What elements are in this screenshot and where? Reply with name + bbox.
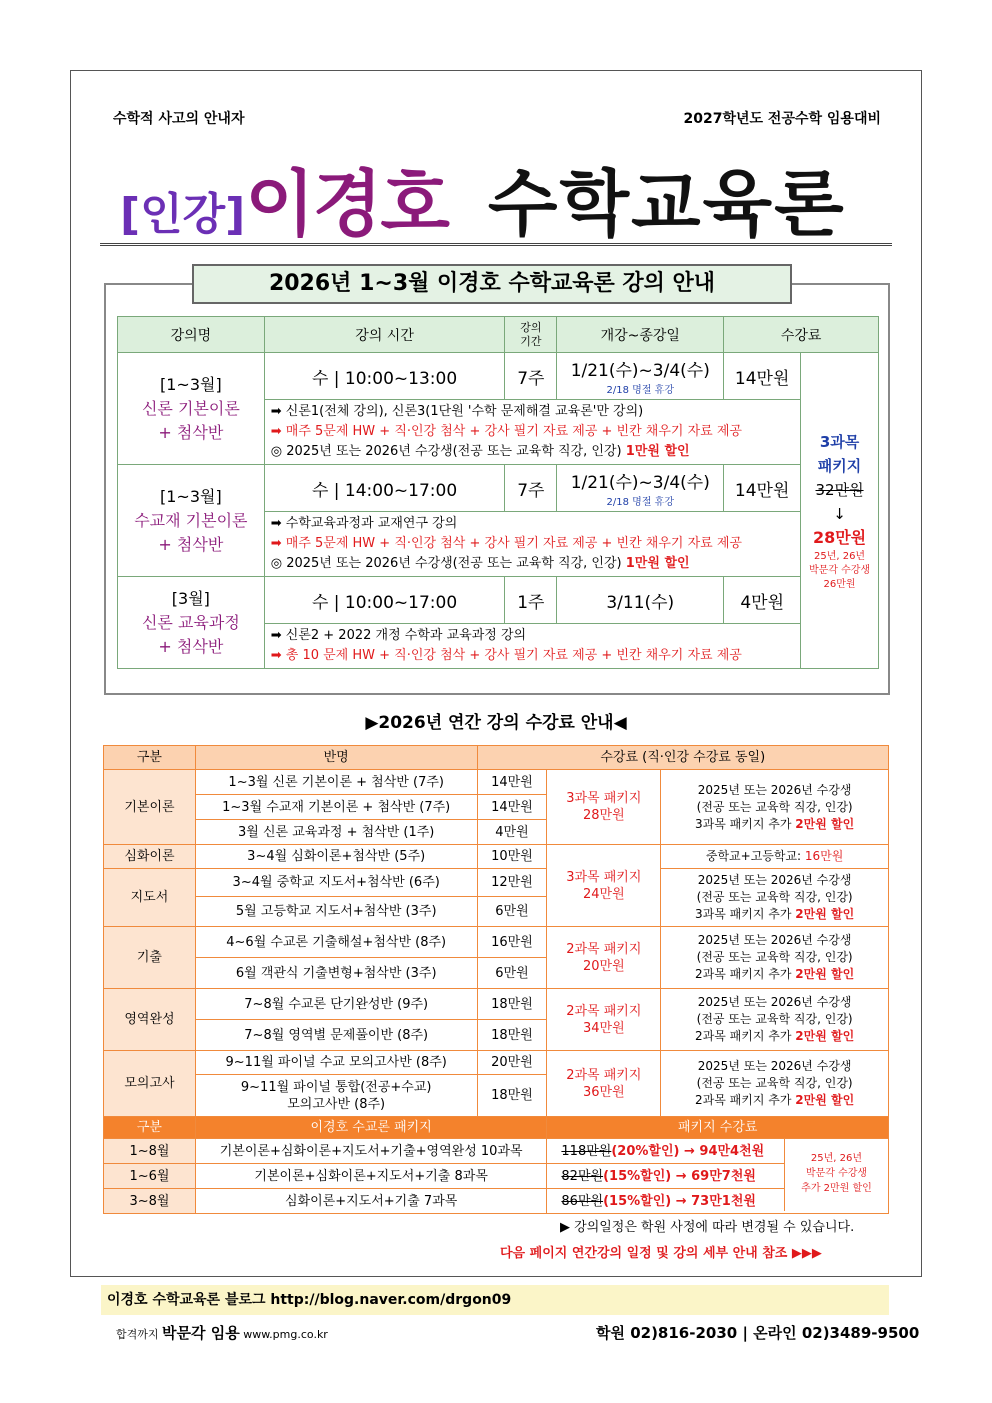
- package-content: 기본이론+심화이론+지도서+기출+영역완성 10과목: [195, 1139, 547, 1164]
- class-name: 9~11월 파이널 수교 모의고사반 (8주): [195, 1051, 477, 1075]
- class-fee: 6만원: [477, 958, 547, 989]
- fee-col-name: 반명: [195, 746, 477, 770]
- table-row: [104, 770, 889, 795]
- next-page-note: 다음 페이지 연간강의 일정 및 강의 세부 안내 참조 ▶▶▶: [500, 1246, 822, 1261]
- title-tag: [인강]: [120, 189, 246, 240]
- class-fee: 6만원: [477, 897, 547, 927]
- package-old-price: 86만원: [561, 1193, 604, 1209]
- title-banner: [100, 142, 892, 246]
- package-price: 24만원: [582, 886, 625, 902]
- package-discount-price: (15%할인) → 69만7천원: [603, 1168, 756, 1184]
- package-label: 2과목 패키지: [566, 1067, 642, 1083]
- header-exam-year: 2027학년도 전공수학 임용대비: [683, 111, 881, 127]
- note-line: [661, 1028, 888, 1045]
- package-cell: [547, 1051, 661, 1117]
- class-name: 7~8월 영역별 문제풀이반 (8주): [195, 1020, 477, 1051]
- class-name: 5월 고등학교 지도서+첨삭반 (3주): [195, 897, 477, 927]
- course-row: [118, 577, 879, 624]
- header-slogan: 수학적 사고의 안내자: [113, 111, 245, 127]
- course-suffix: + 첨삭반: [158, 422, 224, 442]
- course-period: [3월]: [171, 588, 210, 608]
- note-text: 3과목 패키지 추가: [695, 907, 796, 921]
- category-cell: 지도서: [104, 869, 196, 927]
- package-cell: [547, 845, 661, 927]
- package-extra-note: [784, 1139, 888, 1211]
- course-suffix: + 첨삭반: [158, 534, 224, 554]
- fee-col-category: 구분: [104, 746, 196, 770]
- course-name-cell: [118, 577, 265, 669]
- class-fee: 14만원: [477, 770, 547, 795]
- discount-note: [661, 1051, 889, 1117]
- note-line: (전공 또는 교육학 직강, 인강): [696, 890, 853, 904]
- course-duration: 1주: [505, 577, 557, 624]
- note-line: (전공 또는 교육학 직강, 인강): [696, 950, 853, 964]
- course-time: 수 | 14:00~17:00: [264, 465, 505, 512]
- class-name: 3월 신론 교육과정 + 첨삭반 (1주): [195, 820, 477, 845]
- logo-url: www.pmg.co.kr: [243, 1328, 328, 1341]
- course-row: [118, 353, 879, 400]
- package-content: 기본이론+심화이론+지도서+기출 8과목: [195, 1164, 547, 1189]
- class-fee: 14만원: [477, 795, 547, 820]
- holiday-note: 2/18 명절 휴강: [606, 385, 674, 396]
- desc-line: ➡ 매주 5문제 HW + 직·인강 첨삭 + 강사 필기 자료 제공 + 빈칸 채우기 자료 제공: [270, 424, 742, 439]
- pkg-col-fee: 패키지 수강료: [547, 1117, 889, 1139]
- note-line: [661, 1092, 888, 1109]
- course-desc: [264, 400, 800, 465]
- note-text: 2과목 패키지 추가: [695, 967, 796, 981]
- desc-line: ➡ 매주 5문제 HW + 직·인강 첨삭 + 강사 필기 자료 제공 + 빈칸 채우기 자료 제공: [270, 536, 742, 551]
- fee-header-row: [104, 746, 889, 770]
- table-header-row: [118, 317, 879, 353]
- class-fee: 10만원: [477, 845, 547, 869]
- pkg-col-category: 구분: [104, 1117, 196, 1139]
- course-desc: [264, 624, 800, 669]
- package-new-price: 28만원: [812, 527, 867, 547]
- package-old-price: 82만원: [561, 1168, 604, 1184]
- package-note1: 25년, 26년: [813, 550, 866, 562]
- class-fee: 12만원: [477, 869, 547, 897]
- package-note2: 박문각 수강생: [808, 564, 871, 576]
- package-discount-price: (15%할인) → 73만1천원: [603, 1193, 756, 1209]
- contact-phone: 학원 02)816-2030 | 온라인 02)3489-9500: [596, 1324, 920, 1342]
- desc-discount-amount: 1만원 할인: [625, 556, 690, 571]
- note-text: 2과목 패키지 추가: [695, 1029, 796, 1043]
- table-row: [104, 869, 889, 897]
- course-dates: 3/11(수): [557, 577, 724, 624]
- package-period: 1~8월: [104, 1139, 196, 1164]
- desc-discount-text: ◎ 2025년 또는 2026년 수강생(전공 또는 교육학 직강, 인강): [270, 444, 626, 459]
- note-line: 2025년 또는 2026년 수강생: [697, 873, 852, 887]
- discount-note: [661, 869, 889, 927]
- package-row: [104, 1139, 889, 1164]
- course-title: 신론 기본이론: [141, 398, 240, 418]
- col-duration: 강의 기간: [505, 317, 557, 353]
- package-cell: [547, 770, 661, 845]
- course-fee: 14만원: [724, 353, 801, 400]
- note-text: 3과목 패키지 추가: [695, 816, 796, 831]
- pkg-col-content: 이경호 수교론 패키지: [195, 1117, 547, 1139]
- note-discount: 2만원 할인: [795, 1093, 855, 1107]
- section1-title: 2026년 1~3월 이경호 수학교육론 강의 안내: [192, 264, 792, 304]
- note-text: 중학교+고등학교:: [705, 849, 805, 863]
- course-name-cell: [118, 465, 265, 577]
- note-line: 2025년 또는 2026년 수강생: [697, 933, 852, 947]
- package-period: 1~6월: [104, 1164, 196, 1189]
- category-cell: 기출: [104, 927, 196, 989]
- note-line: 추가 2만원 할인: [801, 1183, 872, 1194]
- package-old-price: 118만원: [561, 1143, 612, 1159]
- course-period: [1~3월]: [160, 374, 222, 394]
- course-duration: 7주: [505, 353, 557, 400]
- note-line: [661, 816, 888, 833]
- class-fee: 18만원: [477, 1075, 547, 1117]
- col-course-name: 강의명: [118, 317, 265, 353]
- course-schedule-table: [117, 316, 879, 669]
- course-fee: 4만원: [724, 577, 801, 624]
- title-subject: 수학교육론: [487, 162, 846, 246]
- desc-discount-text: ◎ 2025년 또는 2026년 수강생(전공 또는 교육학 직강, 인강): [270, 556, 626, 571]
- class-fee: 18만원: [477, 1020, 547, 1051]
- desc-line: ➡ 신론1(전체 강의), 신론3(1단원 '수학 문제해결 교육론'만 강의): [270, 404, 644, 419]
- package-discount-price: (20%할인) → 94만4천원: [611, 1143, 765, 1159]
- class-name: 6월 객관식 기출변형+첨삭반 (3주): [195, 958, 477, 989]
- col-fee: 수강료: [724, 317, 879, 353]
- discount-note: [661, 770, 889, 845]
- course-time: 수 | 10:00~17:00: [264, 577, 505, 624]
- down-arrow-icon: ↓: [833, 504, 846, 523]
- package-price: 36만원: [582, 1084, 625, 1100]
- note-line: [661, 906, 888, 923]
- package-row: [104, 1164, 889, 1189]
- class-name: 9~11월 파이널 통합(전공+수교) 모의고사반 (8주): [195, 1075, 477, 1117]
- class-name: 4~6월 수교론 기출해설+첨삭반 (8주): [195, 927, 477, 958]
- class-name: 1~3월 신론 기본이론 + 첨삭반 (7주): [195, 770, 477, 795]
- note-line: (전공 또는 교육학 직강, 인강): [696, 1012, 853, 1026]
- package-label: 3과목 패키지: [566, 869, 642, 885]
- desc-line: [271, 442, 794, 462]
- package-price: 28만원: [582, 808, 625, 823]
- fee-col-fee: 수강료 (직·인강 수강료 동일): [477, 746, 889, 770]
- course-suffix: + 첨삭반: [158, 636, 224, 656]
- course-title: 신론 교육과정: [141, 612, 240, 632]
- discount-note: [661, 927, 889, 989]
- class-fee: 16만원: [477, 927, 547, 958]
- table-row: [104, 927, 889, 958]
- holiday-note: 2/18 명절 휴강: [606, 497, 674, 508]
- class-name: 3~4월 심화이론+첨삭반 (5주): [195, 845, 477, 869]
- note-line: 2025년 또는 2026년 수강생: [697, 995, 852, 1009]
- note-line: 2025년 또는 2026년 수강생: [697, 1059, 852, 1073]
- table-row: [104, 989, 889, 1020]
- dates-text: 1/21(수)~3/4(수): [570, 361, 710, 381]
- discount-note: [661, 989, 889, 1051]
- class-name: 3~4월 중학교 지도서+첨삭반 (6주): [195, 869, 477, 897]
- class-fee: 18만원: [477, 989, 547, 1020]
- class-fee: 20만원: [477, 1051, 547, 1075]
- category-cell: 기본이론: [104, 770, 196, 845]
- note-discount: 2만원 할인: [795, 907, 855, 921]
- note-line: (전공 또는 교육학 직강, 인강): [696, 1076, 853, 1090]
- package-old-price: 32만원: [815, 480, 864, 499]
- category-cell: 모의고사: [104, 1051, 196, 1117]
- logo-prefix: 합격까지: [116, 1328, 159, 1341]
- package-row: [104, 1189, 889, 1214]
- class-name: 1~3월 수교재 기본이론 + 첨삭반 (7주): [195, 795, 477, 820]
- col-dates: 개강~종강일: [557, 317, 724, 353]
- note-text: 2과목 패키지 추가: [695, 1093, 796, 1107]
- col-time: 강의 시간: [264, 317, 505, 353]
- logo-brand: 박문각 임용: [162, 1324, 240, 1342]
- package-label: 2과목 패키지: [566, 941, 642, 957]
- course-desc: [264, 512, 800, 577]
- schedule-notice: ▶ 강의일정은 학원 사정에 따라 변경될 수 있습니다.: [560, 1220, 855, 1235]
- category-cell: 심화이론: [104, 845, 196, 869]
- class-name: 7~8월 수교론 단기완성반 (9주): [195, 989, 477, 1020]
- package-line1: 3과목: [819, 432, 860, 451]
- package-content: 심화이론+지도서+기출 7과목: [195, 1189, 547, 1214]
- course-dates: [557, 353, 724, 400]
- course-fee: 14만원: [724, 465, 801, 512]
- desc-line: ➡ 수학교육과정과 교재연구 강의: [270, 516, 458, 531]
- page-header: [113, 108, 881, 128]
- blog-link[interactable]: 이경호 수학교육론 블로그 http://blog.naver.com/drgon09: [101, 1285, 889, 1315]
- note-line: 25년, 26년: [810, 1153, 863, 1164]
- desc-line: [271, 554, 794, 574]
- table-row: [104, 1051, 889, 1075]
- package-header-row: [104, 1117, 889, 1139]
- package-note3: 26만원: [823, 578, 856, 590]
- annual-fee-table: [103, 745, 889, 1214]
- course-row: [118, 465, 879, 512]
- package-cell: [547, 989, 661, 1051]
- discount-note: [661, 845, 889, 869]
- table-row: [104, 845, 889, 869]
- package-period: 3~8월: [104, 1189, 196, 1214]
- course-title: 수교재 기본이론: [134, 510, 248, 530]
- note-discount: 2만원 할인: [795, 1029, 855, 1043]
- desc-discount-amount: 1만원 할인: [625, 444, 690, 459]
- note-line: (전공 또는 교육학 직강, 인강): [696, 799, 853, 814]
- dates-text: 1/21(수)~3/4(수): [570, 473, 710, 493]
- package-label: 3과목 패키지: [566, 791, 642, 806]
- course-name-cell: [118, 353, 265, 465]
- package-line2: 패키지: [817, 456, 862, 475]
- course-dates: [557, 465, 724, 512]
- note-discount: 2만원 할인: [795, 816, 855, 831]
- desc-line: ➡ 총 10 문제 HW + 직·인강 첨삭 + 강사 필기 자료 제공 + 빈칸 채우기 자료 제공: [270, 648, 742, 663]
- course-period: [1~3월]: [160, 486, 222, 506]
- note-price: 16만원: [804, 849, 844, 863]
- course-duration: 7주: [505, 465, 557, 512]
- section2-title: ▶2026년 연간 강의 수강료 안내◀: [365, 713, 627, 733]
- package-label: 2과목 패키지: [566, 1003, 642, 1019]
- note-line: [661, 966, 888, 983]
- note-discount: 2만원 할인: [795, 967, 855, 981]
- note-line: 2025년 또는 2026년 수강생: [697, 782, 852, 797]
- title-name: 이경호: [245, 162, 448, 246]
- category-cell: 영역완성: [104, 989, 196, 1051]
- package-price: 34만원: [582, 1020, 625, 1036]
- course-time: 수 | 10:00~13:00: [264, 353, 505, 400]
- package-price-cell: [801, 353, 879, 669]
- page-title: [120, 146, 846, 250]
- package-cell: [547, 927, 661, 989]
- class-fee: 4만원: [477, 820, 547, 845]
- note-line: 박문각 수강생: [805, 1168, 868, 1179]
- academy-logo: [116, 1322, 328, 1343]
- desc-line: ➡ 신론2 + 2022 개정 수학과 교육과정 강의: [270, 628, 527, 643]
- package-price: 20만원: [582, 958, 625, 974]
